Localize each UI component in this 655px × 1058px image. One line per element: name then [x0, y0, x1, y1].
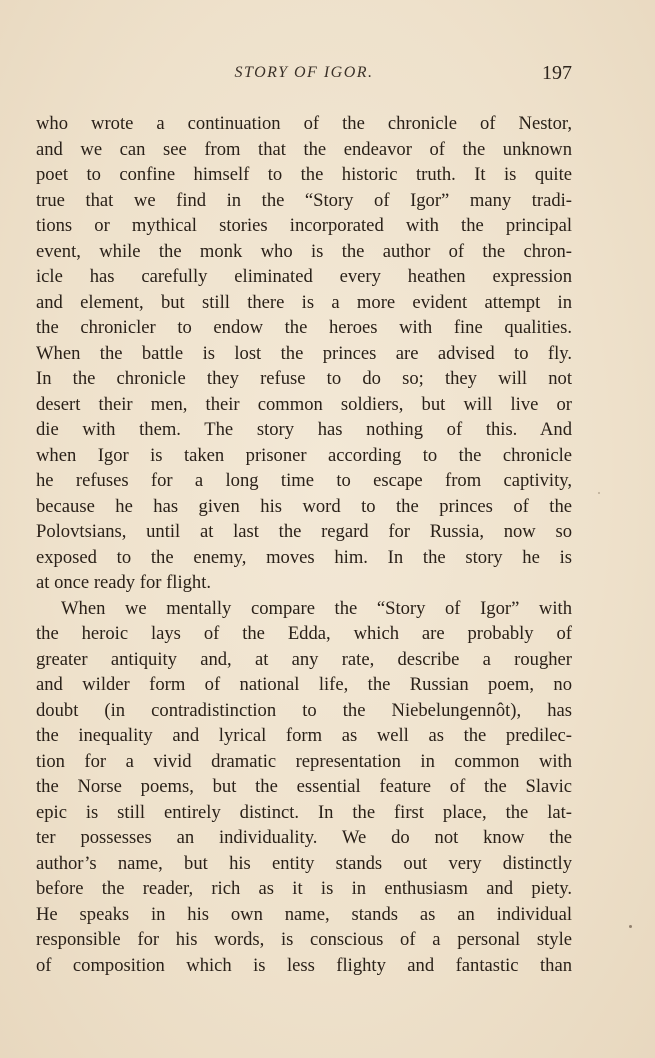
text-line: poet to confine himself to the historic truth. It is quite	[36, 164, 572, 185]
text-line: He speaks in his own name, stands as an individual	[36, 903, 572, 925]
text-line: die with them. The story has nothing of this. And	[36, 419, 572, 440]
paper-speck	[598, 492, 600, 494]
text-line: and element, but still there is a more evident attempt in	[36, 291, 572, 313]
body-text	[36, 111, 572, 978]
text-line: Polovtsians, until at last the regard for Russia, now so	[36, 521, 572, 542]
text-line: greater antiquity and, at any rate, describe a rougher	[36, 648, 572, 670]
text-line: the heroic lays of the Edda, which are probably of	[36, 623, 572, 644]
text-line: icle has carefully eliminated every heathen expression	[36, 266, 572, 287]
text-line: event, while the monk who is the author of the chron-	[36, 240, 572, 262]
text-line: When the battle is lost the princes are advised to fly.	[36, 342, 572, 364]
paragraph-start-line: When we mentally compare the “Story of Igor” with	[61, 597, 572, 619]
text-line: who wrote a continuation of the chronicle of Nestor,	[36, 113, 572, 134]
text-line: desert their men, their common soldiers, but will live or	[36, 393, 572, 415]
text-line: doubt (in contradistinction to the Niebelungennôt), has	[36, 699, 572, 721]
text-line: In the chronicle they refuse to do so; they will not	[36, 368, 572, 389]
text-line: of composition which is less flighty and fantastic than	[36, 954, 572, 976]
text-line: responsible for his words, is conscious of a personal style	[36, 929, 572, 950]
text-line: tions or mythical stories incorporated with the principal	[36, 215, 572, 236]
text-line: when Igor is taken prisoner according to the chronicle	[36, 444, 572, 466]
text-line: and we can see from that the endeavor of the unknown	[36, 138, 572, 160]
paper-speck	[629, 925, 632, 928]
running-title: STORY OF IGOR.	[234, 64, 374, 81]
text-line: the inequality and lyrical form as well as the predilec-	[36, 725, 572, 746]
text-line: because he has given his word to the princes of the	[36, 495, 572, 517]
text-line: and wilder form of national life, the Russian poem, no	[36, 674, 572, 695]
text-line: before the reader, rich as it is in enthusiasm and piety.	[36, 878, 572, 899]
text-line: he refuses for a long time to escape from captivity,	[36, 470, 572, 491]
page-number: 197	[542, 62, 572, 84]
text-line: ter possesses an individuality. We do not know the	[36, 827, 572, 848]
text-line: epic is still entirely distinct. In the first place, the lat-	[36, 801, 572, 823]
text-line: tion for a vivid dramatic representation in common with	[36, 750, 572, 772]
page-header	[36, 62, 572, 88]
paragraph-end-line: at once ready for flight.	[36, 572, 212, 593]
text-line: author’s name, but his entity stands out very distinctly	[36, 852, 572, 874]
text-line: the Norse poems, but the essential feature of the Slavic	[36, 776, 572, 797]
text-line: the chronicler to endow the heroes with fine qualities.	[36, 317, 572, 338]
text-line: true that we find in the “Story of Igor” many tradi-	[36, 189, 572, 211]
text-line: exposed to the enemy, moves him. In the story he is	[36, 546, 572, 568]
